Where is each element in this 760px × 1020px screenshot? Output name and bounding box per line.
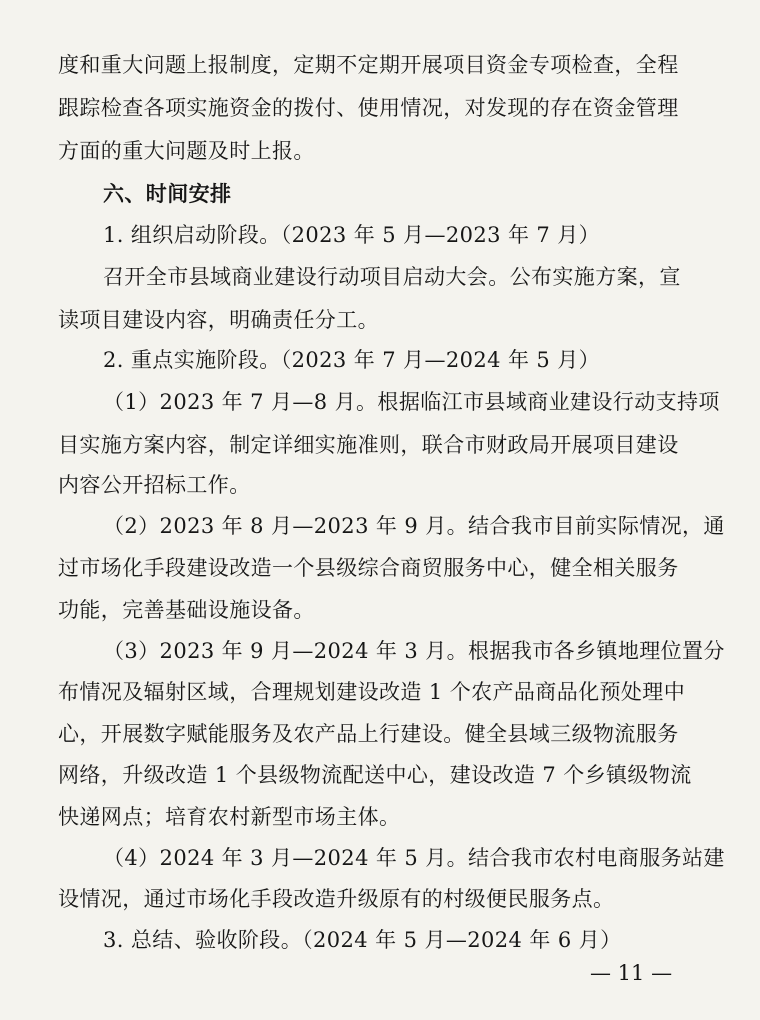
- body-line: 召开全市县域商业建设行动项目启动大会。公布实施方案，宣: [103, 265, 681, 289]
- body-line: （4）2024 年 3 月—2024 年 5 月。结合我市农村电商服务站建: [103, 846, 725, 870]
- body-line: （2）2023 年 8 月—2023 年 9 月。结合我市目前实际情况，通: [103, 514, 725, 538]
- body-line: 过市场化手段建设改造一个县级综合商贸服务中心，健全相关服务: [58, 556, 679, 580]
- body-line: 布情况及辐射区域，合理规划建设改造 1 个农产品商品化预处理中: [58, 680, 686, 704]
- body-line: 目实施方案内容，制定详细实施准则，联合市财政局开展项目建设: [58, 433, 679, 457]
- body-line: 设情况，通过市场化手段改造升级原有的村级便民服务点。: [58, 887, 615, 911]
- body-line: 1. 组织启动阶段。（2023 年 5 月—2023 年 7 月）: [103, 223, 601, 247]
- body-line: 心，开展数字赋能服务及农产品上行建设。健全县域三级物流服务: [58, 722, 679, 746]
- body-line: 内容公开招标工作。: [58, 473, 251, 497]
- body-line: （1）2023 年 7 月—8 月。根据临江市县域商业建设行动支持项: [103, 390, 720, 414]
- page-number: — 11 —: [590, 961, 673, 985]
- body-line: 跟踪检查各项实施资金的拨付、使用情况，对发现的存在资金管理: [58, 96, 679, 120]
- body-line: 网络，升级改造 1 个县级物流配送中心，建设改造 7 个乡镇级物流: [58, 763, 692, 787]
- section-heading: 六、时间安排: [103, 181, 232, 206]
- body-line: 度和重大问题上报制度，定期不定期开展项目资金专项检查，全程: [58, 53, 679, 77]
- body-line: （3）2023 年 9 月—2024 年 3 月。根据我市各乡镇地理位置分: [103, 639, 725, 663]
- body-line: 读项目建设内容，明确责任分工。: [58, 308, 379, 332]
- body-line: 2. 重点实施阶段。（2023 年 7 月—2024 年 5 月）: [103, 348, 601, 372]
- body-line: 快递网点；培育农村新型市场主体。: [58, 805, 401, 829]
- body-line: 方面的重大问题及时上报。: [58, 139, 315, 163]
- body-line: 3. 总结、验收阶段。（2024 年 5 月—2024 年 6 月）: [103, 928, 622, 952]
- body-line: 功能，完善基础设施设备。: [58, 598, 315, 622]
